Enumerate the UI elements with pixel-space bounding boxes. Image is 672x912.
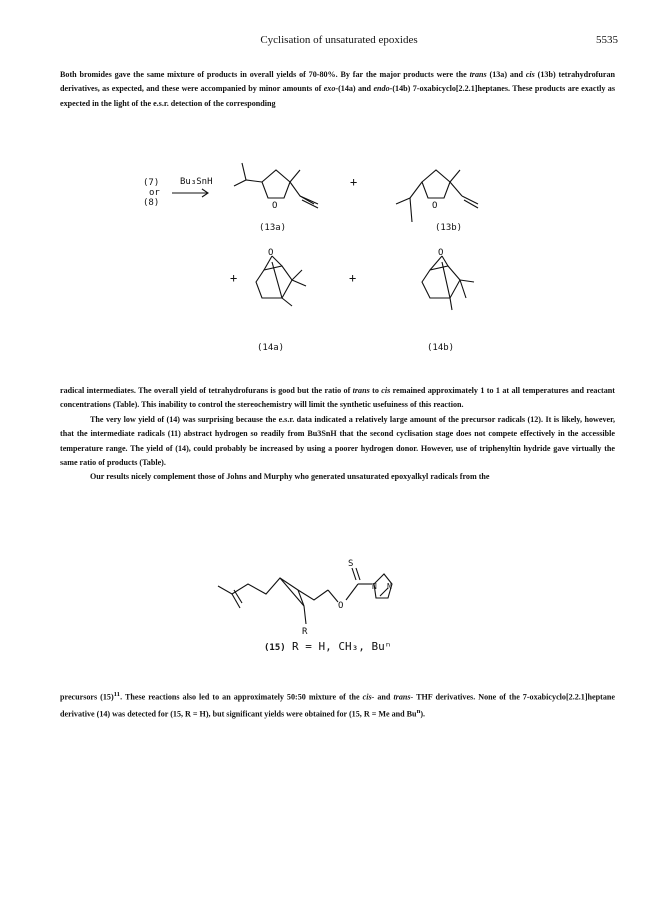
- plus-1: +: [350, 175, 358, 189]
- paragraph-5: precursors $(15)^{11}$. These reactions also led to an approximately 50:50 mixture of the cis- and trans- THF derivatives. None of the 7-oxabicyclo[2.2.1]heptane derivative (14) was detected for (15, R = H), but significant yields were obtained for (15, R = Me and Bu$^n$).: [60, 691, 615, 719]
- paragraph-2: radical intermediates. The overall yield of tetrahydrofurans is good but the ratio of trans to cis remained approximately 1 to 1 at all temperatures and reactant concentrations (Table). This inability to control the stereochemistry will limit the synthetic usefuiness of this reaction. The very low yield of (14) was surprising because the e.s.r. data indicated a relatively large amount of the precursor radicals (12). It is likely, however, that the intermediate radicals (11) abstract hydrogen so readily from Bu3SnH that the second cyclisation stage does not compete effectively in the accessible temperature range. The yield of (14), could probably be increased by using a poorer hydrogen donor. However, use of triphenyltin hydride gave virtually the same ratio of products (Table). Our results nicely complement those of Johns and Murphy who generated unsaturated epoxyalkyl radicals from the: [60, 384, 615, 485]
- structure-15-scheme: [0, 548, 672, 658]
- atom-s-15: S: [348, 559, 354, 569]
- atom-r-15: R: [302, 627, 308, 637]
- paragraph-3: The very low yield of (14) was surprising because the e.s.r. data indicated a relatively large amount of the precursor radicals (12). It is likely, however, that the intermediate radicals (11) abstract hydrogen so readily from Bu3SnH that the second cyclisation stage does not compete effectively in the accessible temperature range. The yield of (14), could probably be increased by using a poorer hydrogen donor. However, use of triphenyltin hydride gave virtually the same ratio of products (Table).: [60, 414, 615, 468]
- atom-o-14a: O: [268, 248, 274, 258]
- reaction-scheme-1: [0, 150, 672, 360]
- paragraph-4: Our results nicely complement those of Johns and Murphy who generated unsaturated epoxyalkyl radicals from the: [90, 472, 490, 482]
- label-14b: (14b): [427, 343, 455, 353]
- paragraph-1: Both bromides gave the same mixture of products in overall yields of 70-80%. By far the major products were the trans (13a) and cis (13b) tetrahydrofuran derivatives, as expected, and these were accompanied by minor amounts of exo-(14a) and endo-(14b) 7-oxabicyclo[2.2.1]heptanes. These products are exactly as expected in the light of the e.s.r. detection of the corresponding: [60, 70, 616, 108]
- structure-13b: [396, 170, 478, 222]
- atom-o-13a: O: [272, 201, 278, 211]
- atom-n2-15: N: [387, 582, 392, 591]
- label-13b: (13b): [435, 223, 463, 233]
- atom-o-13b: O: [432, 201, 438, 211]
- formula-15: R = H, CH₃, Buⁿ: [292, 640, 392, 653]
- plus-2: +: [230, 271, 238, 285]
- running-title: Cyclisation of unsaturated epoxides: [260, 34, 418, 46]
- atom-o-14b: O: [438, 248, 444, 258]
- label-13a: (13a): [259, 223, 287, 233]
- reactant-7-label: (7): [143, 178, 160, 188]
- atom-n1-15: N: [372, 582, 377, 591]
- structure-15: [218, 568, 392, 624]
- label-14a: (14a): [257, 343, 285, 353]
- page-number: 5535: [596, 34, 618, 46]
- structure-14a: [256, 256, 306, 306]
- reagent-label: Bu₃SnH: [180, 177, 213, 187]
- plus-3: +: [349, 271, 357, 285]
- atom-o-15: O: [338, 601, 344, 611]
- reaction-arrow: [172, 189, 208, 197]
- running-header: [60, 34, 618, 48]
- structure-14b: [422, 256, 474, 310]
- reactant-or-label: or: [149, 188, 160, 198]
- label-15: (15): [264, 643, 286, 653]
- reactant-8-label: (8): [143, 198, 160, 208]
